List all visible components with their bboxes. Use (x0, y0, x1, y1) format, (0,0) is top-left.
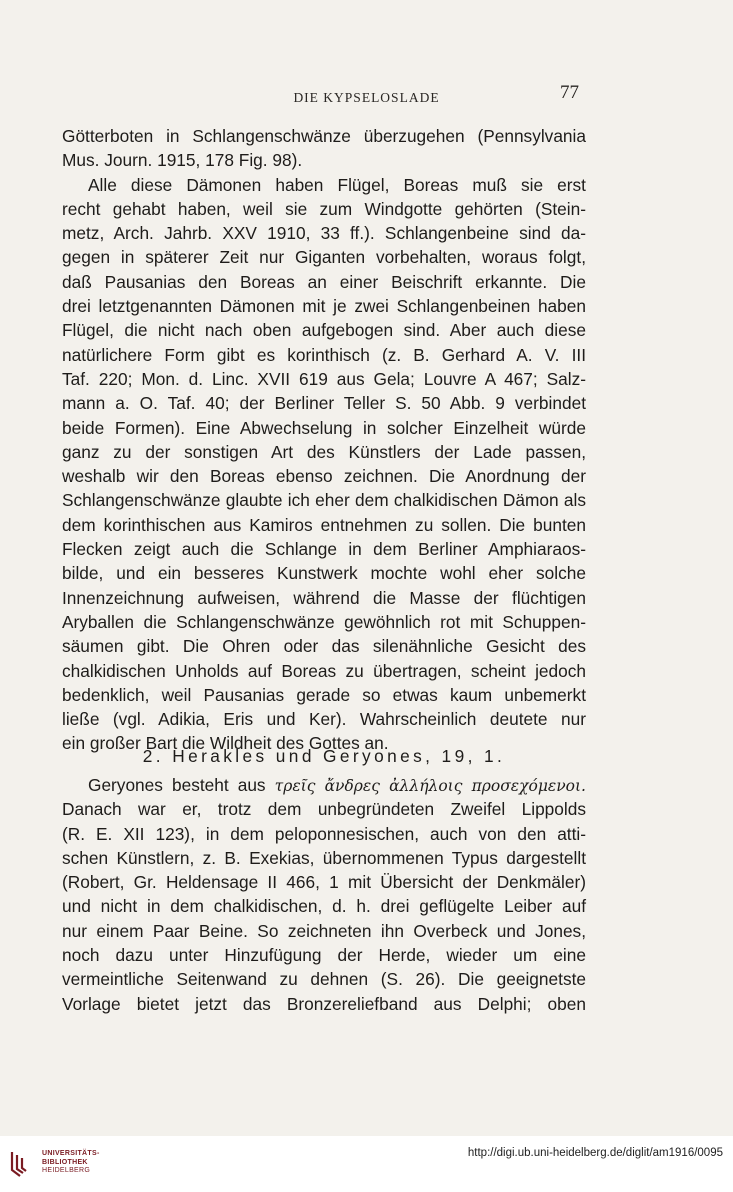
text-line: schen Künstlern, z. B. Exekias, übernommenen Typus dargestellt (62, 847, 586, 868)
text-line: metz, Arch. Jahrb. XXV 1910, 33 ff.). Schlangenbeine sind da- (62, 223, 586, 244)
text-line: Flügel, die nicht nach oben aufgebogen sind. Aber auch diese (62, 320, 586, 341)
text-line: bilde, und ein besseres Kunstwerk mochte wohl eher solche (62, 563, 586, 584)
text-line: Danach war er, trotz dem unbegründeten Zweifel Lippolds (62, 799, 586, 820)
text-line: Schlangenschwänze glaubte ich eher dem chalkidischen Dämon als (62, 490, 586, 511)
body-text-lower (62, 773, 586, 1016)
text-line: ein großer Bart die Wildheit des Gottes an. (62, 733, 389, 754)
text-line: Mus. Journ. 1915, 178 Fig. 98). (62, 150, 303, 171)
text-line: Taf. 220; Mon. d. Linc. XVII 619 aus Gela; Louvre A 467; Salz- (62, 368, 586, 389)
text-line: säumen gibt. Die Ohren oder das silenähnliche Gesicht des (62, 636, 586, 657)
text-line: Alle diese Dämonen haben Flügel, Boreas muß sie erst (88, 174, 586, 195)
text-line: mann a. O. Taf. 40; der Berliner Teller S. 50 Abb. 9 verbindet (62, 393, 586, 414)
text-line: beide Formen). Eine Abwechselung in solcher Einzelheit würde (62, 417, 586, 438)
page-number: 77 (560, 82, 579, 103)
text-line: chalkidischen Unholds auf Boreas zu übertragen, scheint jedoch (62, 660, 586, 681)
text-line: weshalb wir den Boreas ebenso zeichnen. Die Anordnung der (62, 466, 586, 487)
text-line: ließe (vgl. Adikia, Eris und Ker). Wahrscheinlich deutete nur (62, 709, 586, 730)
library-name-line: BIBLIOTHEK (42, 1158, 88, 1166)
text-line: Innenzeichnung aufweisen, während die Masse der flüchtigen (62, 587, 586, 608)
text-line: vermeintliche Seitenwand zu dehnen (S. 26). Die geeignetste (62, 969, 586, 990)
library-logo-icon[interactable] (8, 1148, 40, 1180)
footer-bar (0, 1136, 733, 1192)
text-line: Flecken zeigt auch die Schlange in dem Berliner Amphiaraos- (62, 539, 586, 560)
library-name (42, 1150, 100, 1176)
text-line: drei letztgenannten Dämonen mit je zwei Schlangenbeinen haben (62, 296, 586, 317)
text-line: gegen in späterer Zeit nur Giganten vorbehalten, woraus folgt, (62, 247, 586, 268)
body-text-upper (62, 124, 586, 756)
library-name-line: UNIVERSITÄTS- (42, 1150, 100, 1157)
text-line: noch dazu unter Hinzufügung der Herde, wieder um eine (62, 945, 586, 966)
section-heading: 2. Herakles und Geryones, 19, 1. (142, 746, 506, 766)
text-line: Vorlage bietet jetzt das Bronzereliefband aus Delphi; oben (62, 993, 586, 1014)
text-line: ganz zu der sonstigen Art des Künstlers der Lade passen, (62, 441, 586, 462)
text-line: Götterboten in Schlangenschwänze überzugehen (Pennsylvania (62, 126, 586, 146)
text-line: natürlichere Form gibt es korinthisch (z. B. Gerhard A. V. III (62, 344, 586, 365)
text-line: (Robert, Gr. Heldensage II 466, 1 mit Übersicht der Denkmäler) (62, 872, 586, 893)
text-line: und nicht in dem chalkidischen, d. h. drei geflügelte Leiber auf (62, 896, 586, 917)
text-line: daß Pausanias den Boreas an einer Beischrift erkannte. Die (62, 271, 586, 292)
text-line: nur einem Paar Beine. So zeichneten ihn Overbeck und Jones, (62, 920, 586, 941)
library-name-line: HEIDELBERG (42, 1167, 91, 1174)
text-line-with-greek (62, 773, 586, 797)
text-line: bedenklich, weil Pausanias gerade so etwas kaum unbemerkt (62, 684, 586, 705)
permalink-url[interactable]: http://digi.ub.uni-heidelberg.de/diglit/am1916/0095 (467, 1147, 723, 1159)
text-line: (R. E. XII 123), in dem peloponnesischen, auch von den atti- (62, 823, 586, 844)
text-line: recht gehabt haben, weil sie zum Windgotte gehörten (Stein- (62, 198, 586, 219)
text-line: Aryballen die Schlangenschwänze gewöhnlich rot mit Schuppen- (62, 611, 586, 632)
greek-quotation: τρεῖς ἄνδρες ἀλλήλοις προσεχόμενοι. (274, 777, 586, 795)
text-line: dem korinthischen aus Kamiros entnehmen zu sollen. Die bunten (62, 514, 586, 535)
running-title: DIE KYPSELOSLADE (293, 90, 440, 105)
text-fragment: Geryones besteht aus (88, 775, 266, 795)
